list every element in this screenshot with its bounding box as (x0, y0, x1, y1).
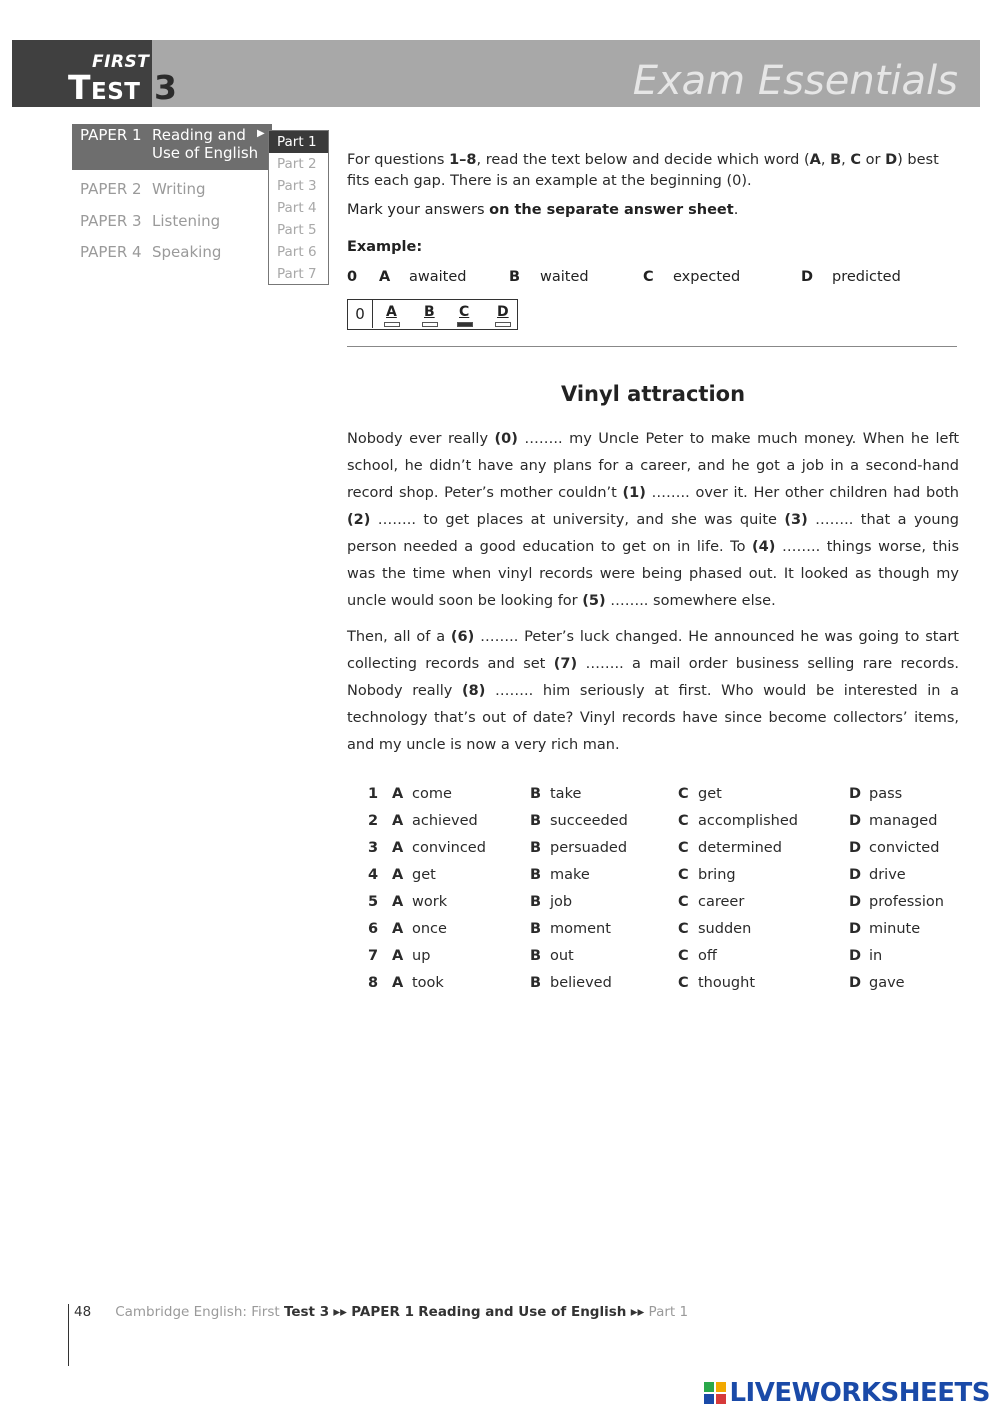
question-row: 2 A achieved B succeeded C accomplished D managed (368, 813, 938, 829)
option-3b[interactable]: persuaded (550, 840, 628, 856)
option-1b[interactable]: take (550, 786, 582, 802)
option-3a[interactable]: convinced (412, 840, 486, 856)
nav-paper-1[interactable]: PAPER 1 Reading and Use of English (72, 124, 272, 170)
part-tab-2[interactable]: Part 2 (277, 156, 317, 172)
header-first: FIRST (92, 52, 150, 72)
option-7b[interactable]: out (550, 948, 574, 964)
option-5c[interactable]: career (698, 894, 745, 910)
option-5b[interactable]: job (550, 894, 573, 910)
option-7c[interactable]: off (698, 948, 717, 964)
option-8d[interactable]: gave (869, 975, 905, 991)
option-6d[interactable]: minute (869, 921, 921, 937)
breadcrumb-arrow-icon: ▸▸ (333, 1304, 347, 1320)
part-tab-1[interactable]: Part 1 (269, 131, 328, 153)
part-tab-6[interactable]: Part 6 (277, 244, 317, 260)
example-label: Example: (347, 239, 423, 255)
question-row: 7 A up B out C off D in (368, 948, 883, 964)
option-6a[interactable]: once (412, 921, 447, 937)
question-row: 1 A come B take C get D pass (368, 786, 903, 802)
answer-bar-a (384, 322, 400, 327)
option-3d[interactable]: convicted (869, 840, 940, 856)
option-1c[interactable]: get (698, 786, 722, 802)
breadcrumb-arrow-icon: ▸▸ (630, 1304, 645, 1320)
option-8c[interactable]: thought (698, 975, 756, 991)
option-4d[interactable]: drive (869, 867, 906, 883)
answer-bar-b (422, 322, 438, 327)
text-title: Vinyl attraction (560, 382, 746, 406)
header-brand: Exam Essentials (632, 58, 958, 104)
parts-list (268, 130, 329, 285)
option-3c[interactable]: determined (698, 840, 782, 856)
main-content: For questions 1–8, read the text below and decide which word (A, B, C or D) best fits each gap. There is an example at the beginning (0). Mark your answers on the separate answer sheet. Example: 0 A awaited B waited C expected D predicted 0 A B C D Vinyl attraction Nobody ever really (0) …….. my Uncle Peter to make much money. When he left school, he didn’t have any plans for a career, and he got a job in a second-hand record shop. Peter’s mother couldn’t (1) …….. over it. Her other children had both (2) …….. to get places at university, and she was quite (3) …….. that a young person needed a good education to get on in life. To (4) …….. things worse, this was the time when vinyl records were being phased out. It looked as though my uncle would soon be looking for (5) …….. somewhere else. Then, all of a (6) …….. Peter’s luck changed. He announced he was going to start collecting records and set (7) …….. a mail order business selling rare records. Nobody really (8) …….. him seriously at first. Who would be interested in a technology that’s out of date? Vinyl records have since become collectors’ items, and my uncle is now a very rich man. (347, 150, 959, 192)
nav-arrow-icon: ▶ (257, 128, 265, 139)
question-row: 6 A once B moment C sudden D minute (368, 921, 921, 937)
option-2b[interactable]: succeeded (550, 813, 628, 829)
divider (347, 346, 957, 347)
option-6c[interactable]: sudden (698, 921, 752, 937)
option-1a[interactable]: come (412, 786, 452, 802)
question-row: 4 A get B make C bring D drive (368, 867, 906, 883)
option-2c[interactable]: accomplished (698, 813, 798, 829)
paragraph-1: Nobody ever really (0) …….. my Uncle Peter to make much money. When he left school, he didn’t have any plans for a career, and he got a job in a second-hand record shop. Peter’s mother couldn’t (1) …….. over it. Her other children had both (2) …….. to get places at university, and she was quite (3) …….. that a young person needed a good education to get on in life. To (4) …….. things worse, this was the time when vinyl records were being phased out. It looked as though my uncle would soon be looking for (5) …….. somewhere else. (347, 431, 959, 609)
liveworksheets-logo-icon (704, 1382, 726, 1404)
header-test-number: 3 (154, 68, 177, 107)
header-test: Test (68, 68, 141, 107)
page-footer: 48 Cambridge English: First Test 3 ▸▸ PAPER 1 Reading and Use of English ▸▸ Part 1 (74, 1304, 689, 1320)
example-answer-box: 0 A B C D (347, 299, 518, 330)
nav-paper-2[interactable]: PAPER 2 Writing (80, 180, 206, 198)
instructions: For questions 1–8, read the text below and decide which word (A, B, C or D) best fits each gap. There is an example at the beginning (0). (347, 152, 939, 189)
liveworksheets-watermark: LIVEWORKSHEETS (704, 1378, 990, 1408)
paragraph-2: Then, all of a (6) …….. Peter’s luck changed. He announced he was going to start collecting records and set (7) …….. a mail order business selling rare records. Nobody really (8) …….. him seriously at first. Who would be interested in a technology that’s out of date? Vinyl records have since become collectors’ items, and my uncle is now a very rich man. (347, 629, 959, 753)
question-row: 8 A took B believed C thought D gave (368, 975, 905, 991)
option-5a[interactable]: work (412, 894, 448, 910)
part-tab-5[interactable]: Part 5 (277, 222, 317, 238)
option-4a[interactable]: get (412, 867, 436, 883)
option-7d[interactable]: in (869, 948, 883, 964)
option-6b[interactable]: moment (550, 921, 611, 937)
option-1d[interactable]: pass (869, 786, 903, 802)
option-4b[interactable]: make (550, 867, 590, 883)
nav-paper-3[interactable]: PAPER 3 Listening (80, 212, 221, 230)
options-table (368, 786, 968, 1002)
answer-bar-d (495, 322, 511, 327)
part-tab-3[interactable]: Part 3 (277, 178, 317, 194)
question-row: 3 A convinced B persuaded C determined D convicted (368, 840, 940, 856)
footer-rule (68, 1304, 69, 1366)
test-header (12, 40, 980, 107)
option-8a[interactable]: took (412, 975, 444, 991)
part-tab-7[interactable]: Part 7 (277, 266, 317, 282)
option-2a[interactable]: achieved (412, 813, 478, 829)
part-tab-4[interactable]: Part 4 (277, 200, 317, 216)
answer-sheet-instruction: Mark your answers on the separate answer sheet. (347, 202, 739, 218)
option-4c[interactable]: bring (698, 867, 736, 883)
option-8b[interactable]: believed (550, 975, 612, 991)
question-row: 5 A work B job C career D profession (368, 894, 944, 910)
page-number: 48 (74, 1304, 92, 1320)
nav-paper-4[interactable]: PAPER 4 Speaking (80, 243, 222, 261)
option-7a[interactable]: up (412, 948, 431, 964)
answer-bar-c-selected (457, 322, 473, 327)
option-2d[interactable]: managed (869, 813, 938, 829)
option-5d[interactable]: profession (869, 894, 944, 910)
